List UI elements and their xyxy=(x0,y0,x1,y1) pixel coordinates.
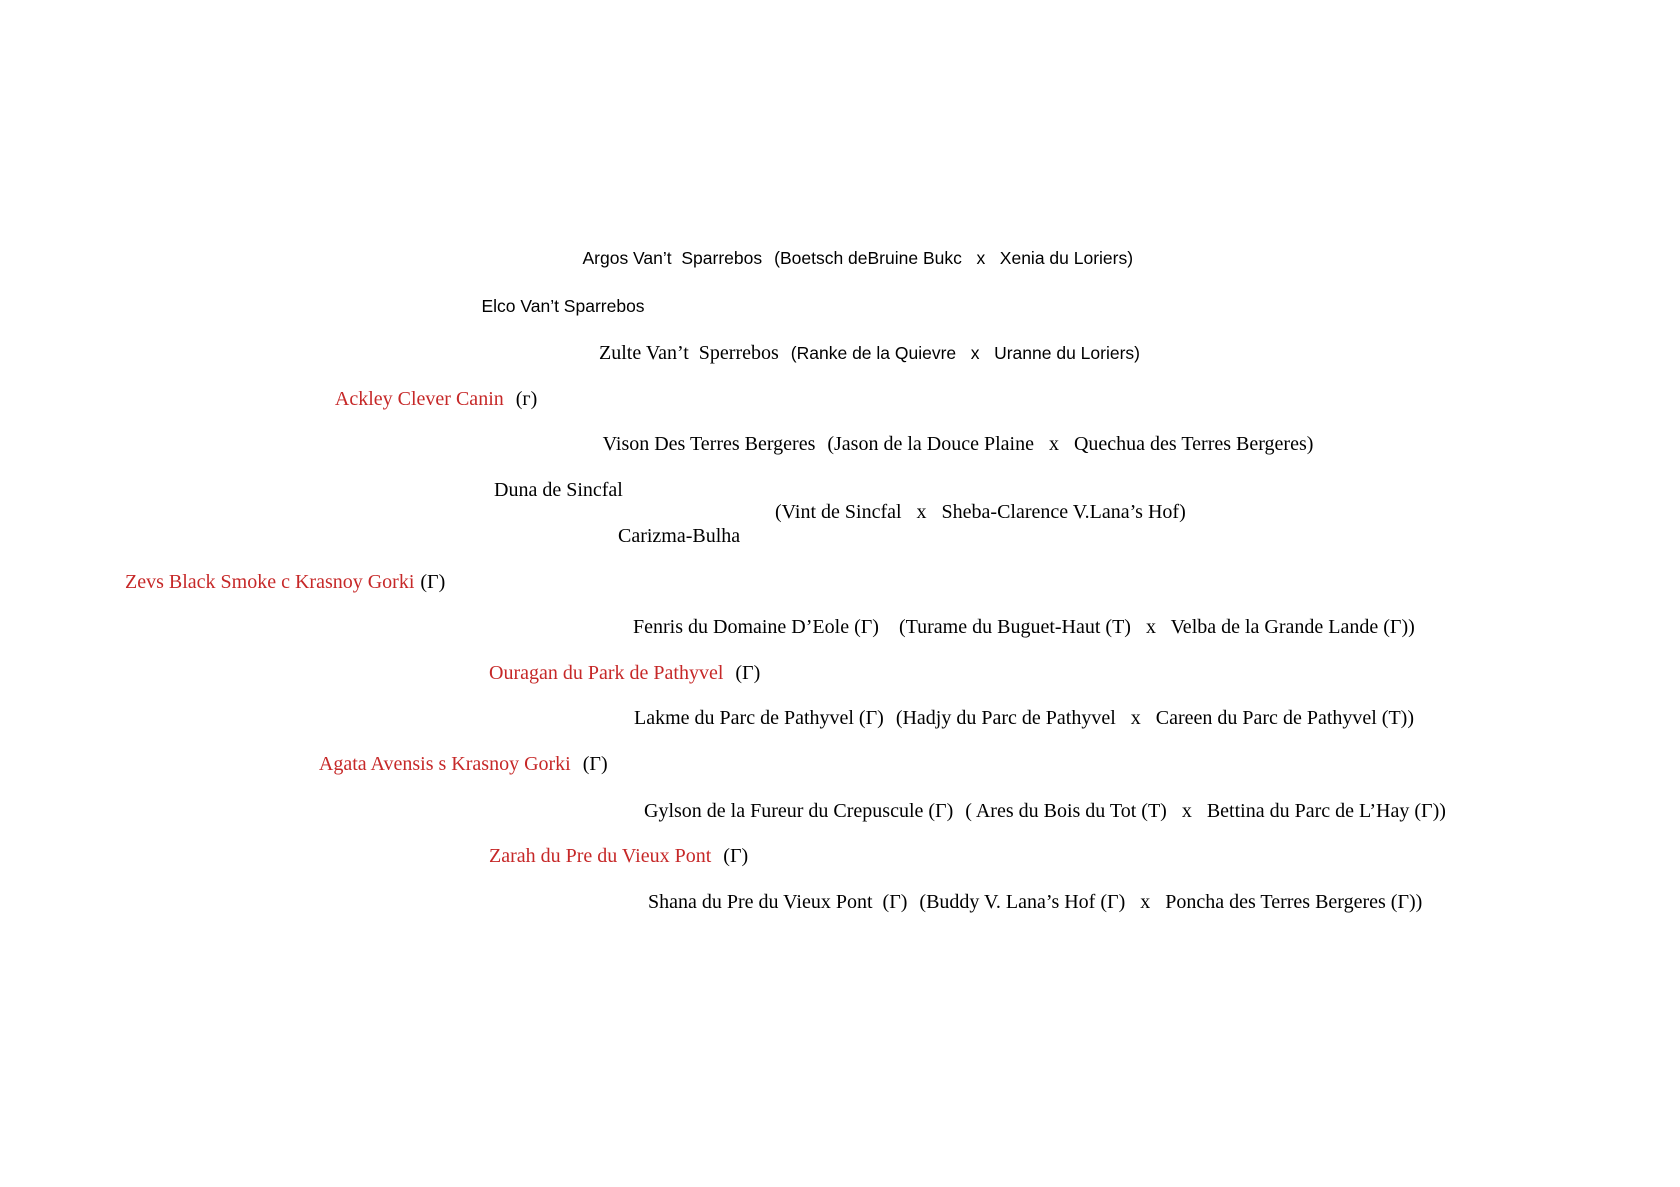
pedigree-entry-sire xyxy=(316,363,538,410)
pedigree-entry-dam-dam-dam xyxy=(628,866,1423,913)
highlighted-dog-name: Zevs Black Smoke c Krasnoy Gorki xyxy=(125,571,415,593)
dog-parents: ( Ares du Bois du Tot (Т) x Bettina du Parc de L’Hay (Г)) xyxy=(965,800,1446,822)
pedigree-entry-dam-sire-dam xyxy=(614,682,1415,729)
pedigree-entry-dam xyxy=(300,728,608,775)
pedigree-entry-subject xyxy=(105,546,446,593)
dog-name: Elco Van’t Sparrebos xyxy=(481,296,645,316)
pedigree-entry-sire-sire-sire xyxy=(564,222,1134,268)
pedigree-entry-sire-dam-dam xyxy=(598,500,1186,547)
pedigree-entry-dam-dam xyxy=(469,820,749,867)
dog-parents: (Turame du Buguet-Haut (Т) x Velba de la Grande Lande (Г)) xyxy=(898,616,1415,638)
highlighted-dog-name: Ackley Clever Canin xyxy=(334,388,504,410)
dog-mark: (г) xyxy=(515,388,538,410)
dog-parents: (Buddy V. Lana’s Hof (Г) x Poncha des Terres Bergeres (Г)) xyxy=(919,891,1423,913)
dog-name: Carizma-Bulha xyxy=(618,525,741,547)
dog-name: Gylson de la Fureur du Crepuscule (Г) xyxy=(644,800,954,822)
pedigree-entry-sire-sire-dam xyxy=(583,317,1140,364)
pedigree-entry-sire-dam xyxy=(474,454,623,501)
pedigree-entry-dam-sire-sire xyxy=(613,591,1415,638)
highlighted-dog-name: Zarah du Pre du Vieux Pont xyxy=(489,845,712,867)
dog-parents: (Ranke de la Quievre x Uranne du Loriers) xyxy=(790,343,1140,363)
pedigree-entry-sire-sire xyxy=(462,270,645,316)
pedigree-entry-dam-dam-sire xyxy=(624,775,1446,822)
dog-name: Shana du Pre du Vieux Pont (Г) xyxy=(648,891,908,913)
dog-name: Duna de Sincfal xyxy=(494,479,623,501)
dog-name: Lakme du Parc de Pathyvel (Г) xyxy=(634,707,884,729)
dog-mark: (Г) xyxy=(582,753,608,775)
dog-name: Fenris du Domaine D’Eole (Г) xyxy=(633,616,879,638)
dog-mark: (Г) xyxy=(735,662,761,684)
dog-parents: (Vint de Sincfal x Sheba-Clarence V.Lana’s Hof) xyxy=(775,501,1186,523)
dog-name: Zulte Van’t Sperrebos xyxy=(599,342,779,364)
dog-parents: (Jason de la Douce Plaine x Quechua des Terres Bergeres) xyxy=(827,433,1314,455)
highlighted-dog-name: Agata Avensis s Krasnoy Gorki xyxy=(318,753,571,775)
dog-name: Argos Van’t Sparrebos xyxy=(582,248,763,268)
highlighted-dog-name: Ouragan du Park de Pathyvel xyxy=(489,662,724,684)
dog-parents: (Boetsch deBruine Bukc x Xenia du Loriers) xyxy=(774,248,1134,268)
pedigree-entry-sire-dam-sire xyxy=(583,408,1314,455)
dog-mark: (Г) xyxy=(420,571,446,593)
dog-mark: (Г) xyxy=(723,845,749,867)
dog-name: Vison Des Terres Bergeres xyxy=(602,433,816,455)
dog-parents: (Hadjy du Parc de Pathyvel x Careen du Parc de Pathyvel (Т)) xyxy=(895,707,1415,729)
pedigree-entry-dam-sire xyxy=(469,637,761,684)
